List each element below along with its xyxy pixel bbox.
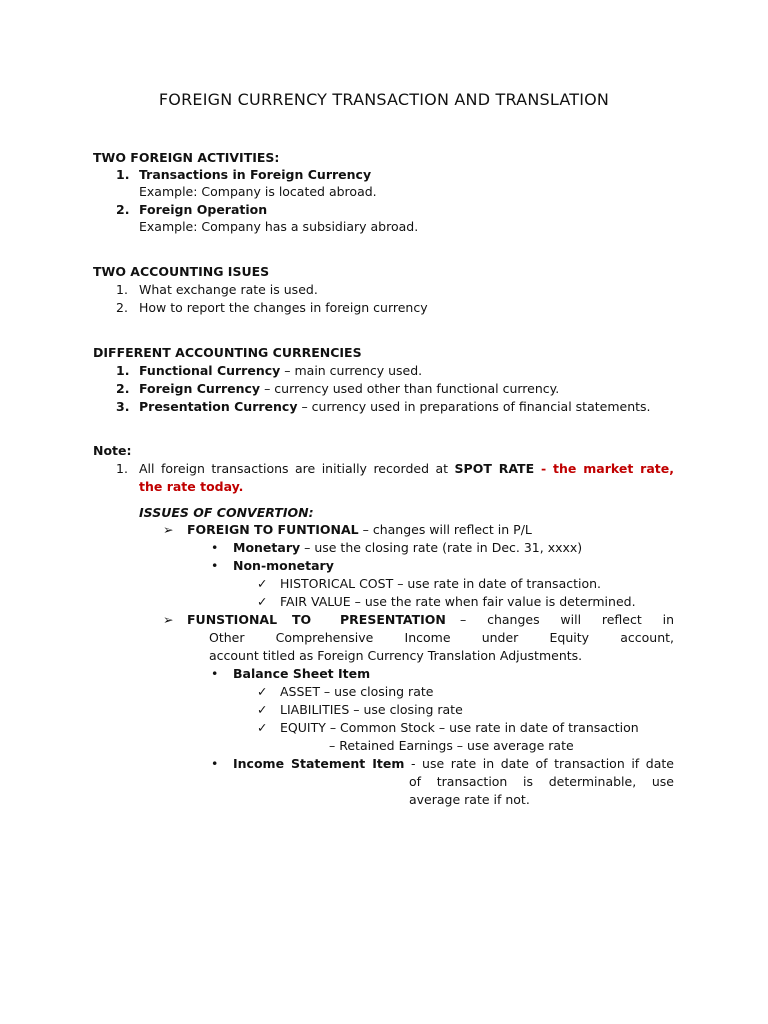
definition: – main currency used. <box>280 363 423 378</box>
conversion-item <box>187 522 532 538</box>
term-word: PRESENTATION <box>340 612 446 627</box>
check-item-cont: – Retained Earnings – use average rate <box>329 738 574 753</box>
spot-rate-definition: - the market rate, <box>534 461 674 476</box>
spot-rate-term: SPOT RATE <box>454 461 535 476</box>
term: Foreign Currency <box>139 381 261 396</box>
term-word: TO <box>292 612 312 627</box>
list-item-example: Example: Company has a subsidiary abroad. <box>139 219 419 234</box>
section-heading-accounting-issues: TWO ACCOUNTING ISUES <box>93 264 270 279</box>
dot-bullet-icon: • <box>211 540 219 555</box>
check-item: ASSET – use closing rate <box>280 684 434 699</box>
note-text: All foreign transactions are initially recorded at <box>139 461 455 476</box>
check-icon: ✓ <box>257 594 268 609</box>
note-line-1 <box>139 461 674 477</box>
arrow-bullet-icon: ➢ <box>163 522 174 537</box>
definition: – changes will reflect in P/L <box>358 522 532 537</box>
list-number: 1. <box>116 167 130 182</box>
section-heading-currencies: DIFFERENT ACCOUNTING CURRENCIES <box>93 345 362 360</box>
term: FOREIGN TO FUNTIONAL <box>187 522 359 537</box>
definition: – currency used other than functional currency. <box>260 381 560 396</box>
term: Presentation Currency <box>139 399 298 414</box>
definition: – use the closing rate (rate in Dec. 31, xxxx) <box>300 540 583 555</box>
definition: – currency used in preparations of financial statements. <box>297 399 651 414</box>
term-word: FUNSTIONAL <box>187 612 278 627</box>
definition-line: – changes will reflect in <box>460 612 674 627</box>
list-number: 1. <box>116 282 128 297</box>
definition-line: account titled as Foreign Currency Translation Adjustments. <box>209 648 583 663</box>
list-number: 2. <box>116 300 128 315</box>
definition-line: of transaction is determinable, use <box>409 774 674 789</box>
term: Functional Currency <box>139 363 281 378</box>
term: Monetary <box>233 540 301 555</box>
list-item-label: Transactions in Foreign Currency <box>139 167 372 182</box>
sub-item <box>233 756 674 772</box>
dot-bullet-icon: • <box>211 558 219 573</box>
check-item: HISTORICAL COST – use rate in date of transaction. <box>280 576 602 591</box>
spot-rate-definition-cont: the rate today. <box>139 479 244 494</box>
definition-line: average rate if not. <box>409 792 530 807</box>
list-number: 1. <box>116 363 130 378</box>
sub-item: Balance Sheet Item <box>233 666 371 681</box>
check-item: EQUITY – Common Stock – use rate in date of transaction <box>280 720 639 735</box>
note-heading: Note: <box>93 443 132 458</box>
section-heading-foreign-activities: TWO FOREIGN ACTIVITIES: <box>93 150 280 165</box>
list-number: 1. <box>116 461 128 476</box>
check-icon: ✓ <box>257 702 268 717</box>
check-icon: ✓ <box>257 684 268 699</box>
list-item <box>139 399 651 415</box>
list-item-example: Example: Company is located abroad. <box>139 184 377 199</box>
list-item <box>139 363 422 379</box>
sub-item <box>233 540 582 556</box>
list-number: 2. <box>116 202 130 217</box>
list-number: 2. <box>116 381 130 396</box>
arrow-bullet-icon: ➢ <box>163 612 174 627</box>
check-icon: ✓ <box>257 576 268 591</box>
check-item: LIABILITIES – use closing rate <box>280 702 463 717</box>
list-item-label: Foreign Operation <box>139 202 268 217</box>
list-number: 3. <box>116 399 130 414</box>
dot-bullet-icon: • <box>211 666 219 681</box>
list-item <box>139 381 559 397</box>
definition: - use rate in date of transaction if date <box>404 756 674 771</box>
definition-line: Other Comprehensive Income under Equity account, <box>209 630 674 645</box>
check-icon: ✓ <box>257 720 268 735</box>
issues-heading: ISSUES OF CONVERTION: <box>139 505 314 520</box>
sub-item: Non-monetary <box>233 558 334 573</box>
check-item: FAIR VALUE – use the rate when fair value is determined. <box>280 594 636 609</box>
list-item: What exchange rate is used. <box>139 282 318 297</box>
term: Income Statement Item <box>233 756 405 771</box>
dot-bullet-icon: • <box>211 756 219 771</box>
list-item: How to report the changes in foreign currency <box>139 300 428 315</box>
page-title: FOREIGN CURRENCY TRANSACTION AND TRANSLATION <box>158 90 610 109</box>
